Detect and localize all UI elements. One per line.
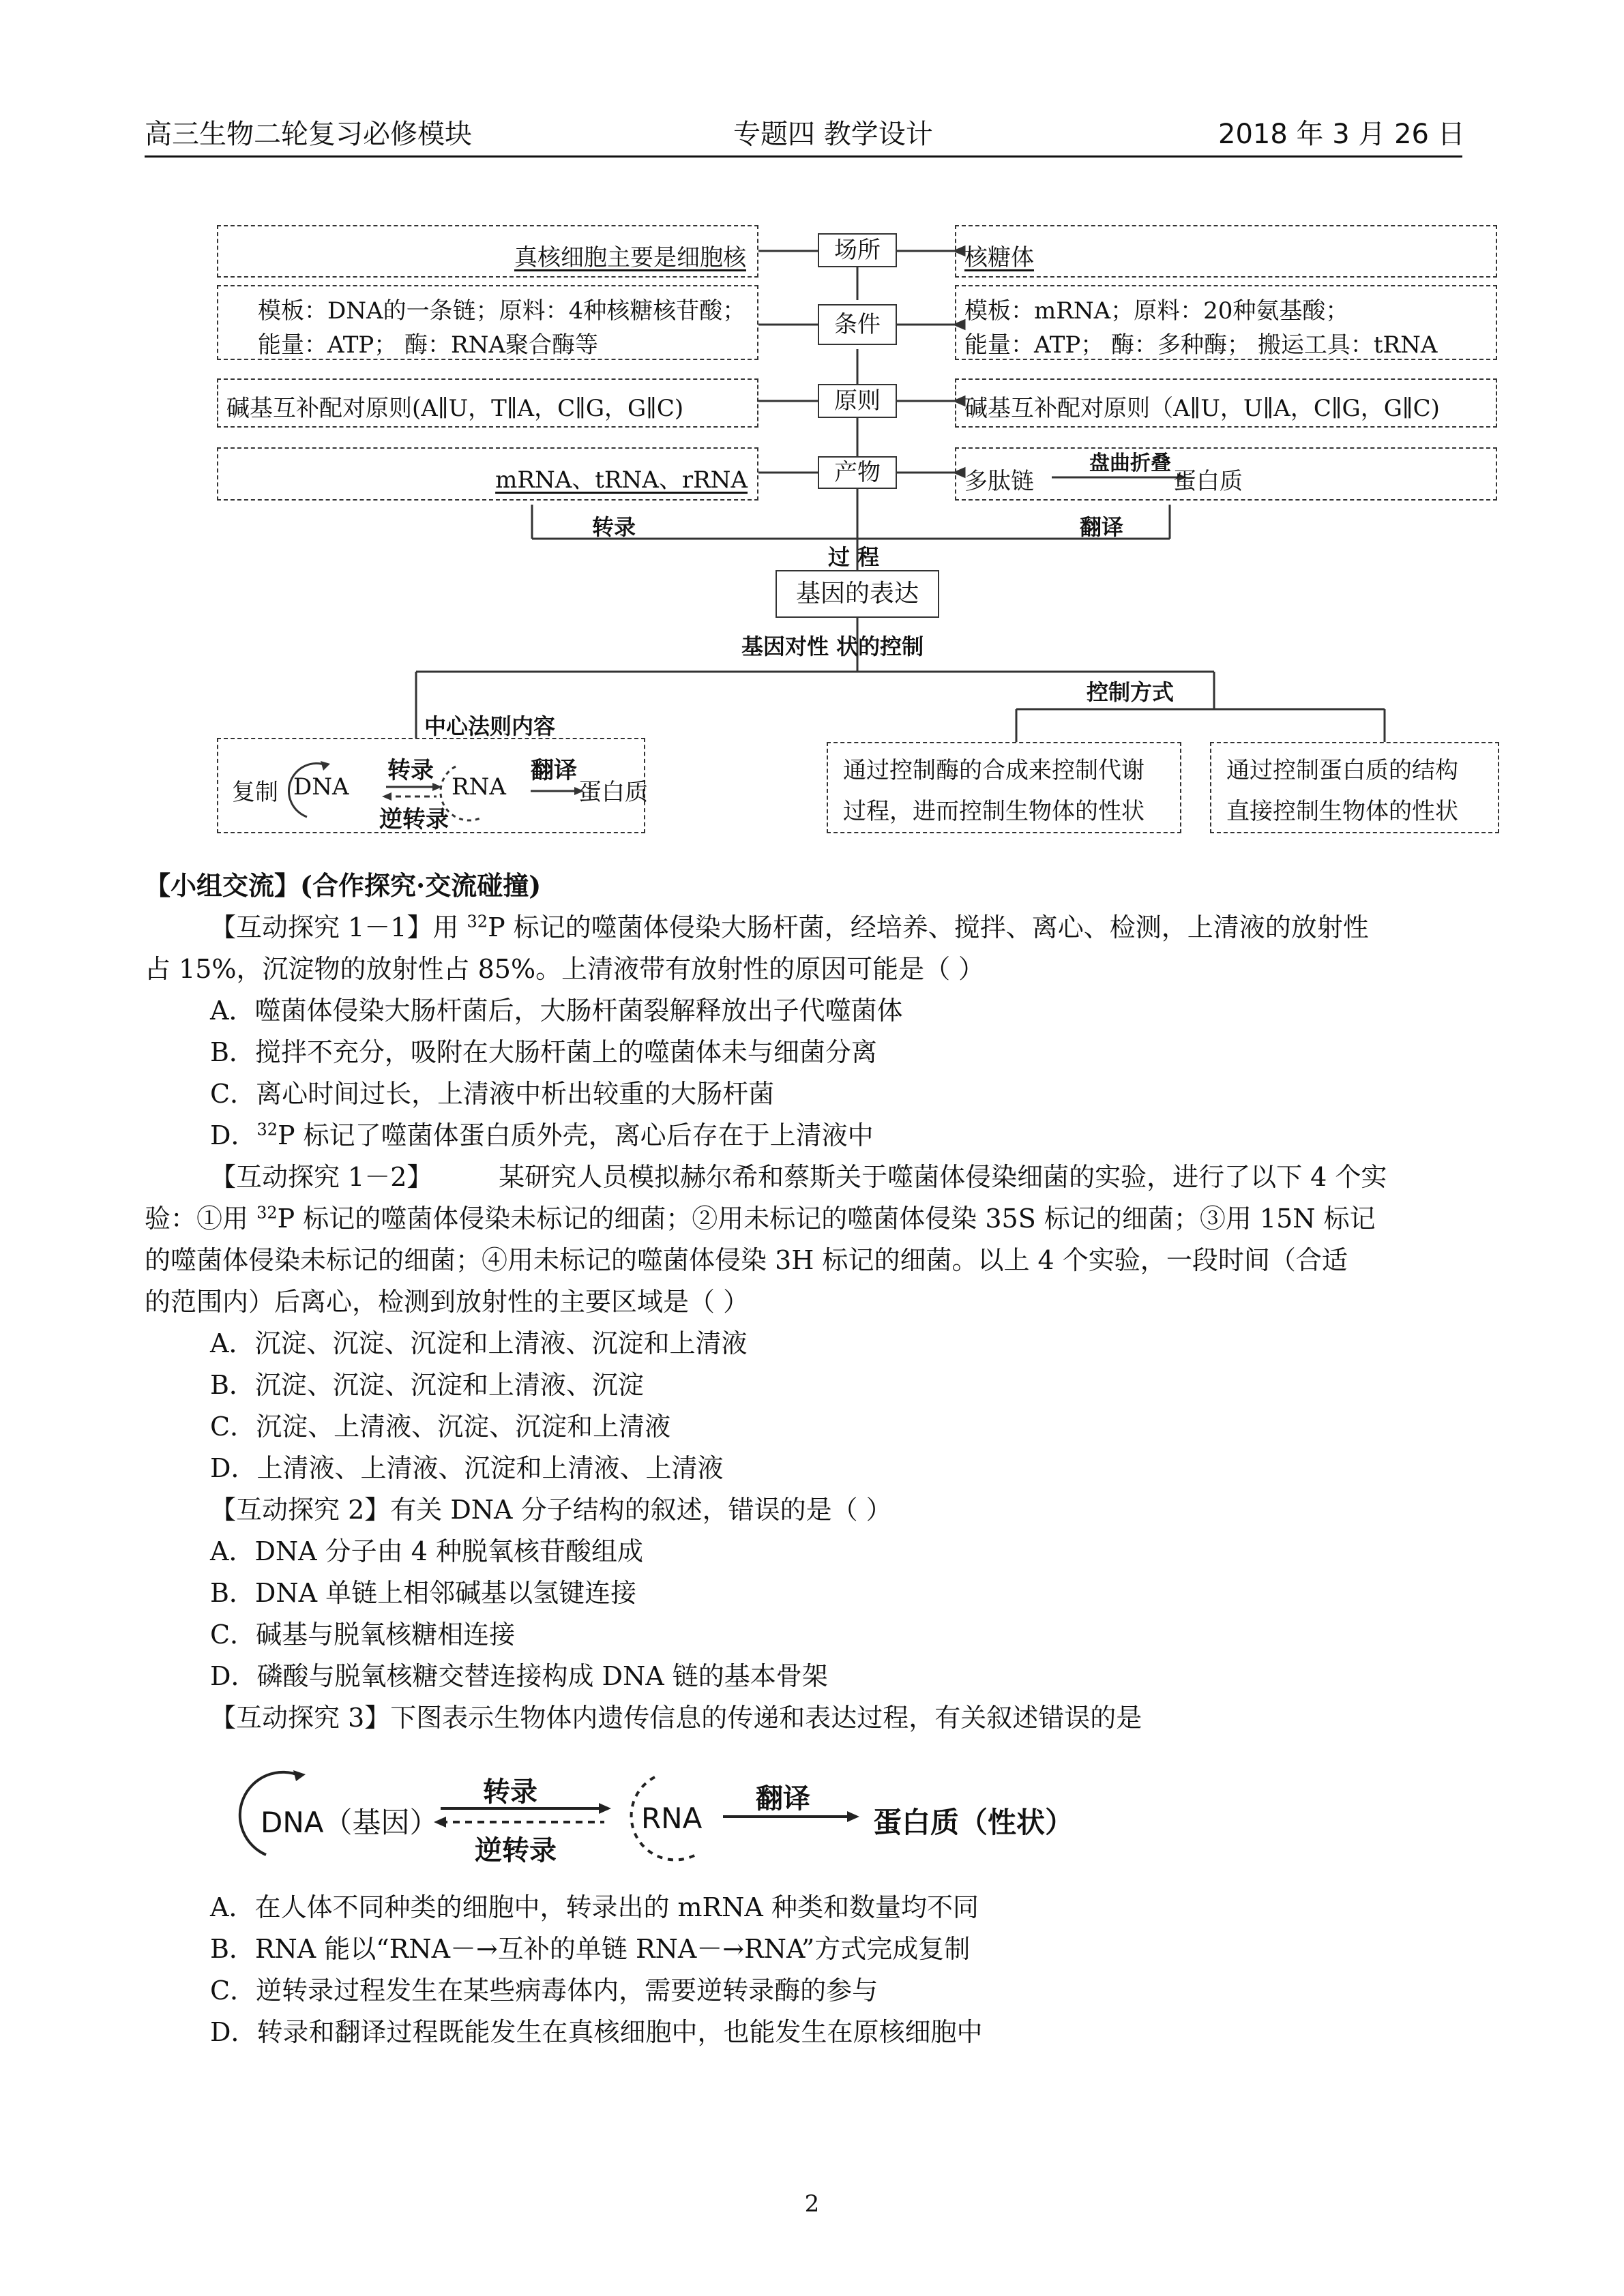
condition-left-line2: 能量：ATP； 酶：RNA聚合酶等 [258,331,598,359]
concept-map-lines [0,0,1624,859]
q11-sup: 32 [467,912,488,931]
question-1-2 [145,1157,1481,1489]
dogma-replication: 复制 [232,779,278,806]
q12-stem-a: 某研究人员模拟赫尔希和蔡斯关于噬菌体侵染细菌的实验，进行了以下 4 个实 [432,1162,1387,1192]
question-2-stem [145,1489,1481,1531]
question-1-2-option-d: D．上清液、上清液、沉淀和上清液、上清液 [210,1453,724,1483]
gene-expression-node: 基因的表达 [776,570,939,618]
fig-dna-gene: DNA（基因） [261,1806,439,1839]
question-3-option-a: A．在人体不同种类的细胞中，转录出的 mRNA 种类和数量均不同 [210,1892,979,1922]
gene-expression-concept-map [0,0,1624,859]
q11-d-b: P 标记了噬菌体蛋白质外壳，离心后存在于上清液中 [278,1120,874,1150]
product-right-polypeptide: 多肽链 [964,468,1034,495]
control-mode-enzyme-box [827,742,1181,833]
dogma-reverse-transcription: 逆转录 [379,806,449,833]
question-3-option-b: B．RNA 能以“RNA－→互补的单链 RNA－→RNA”方式完成复制 [210,1934,971,1964]
question-2-option-b: B．DNA 单链上相邻碱基以氢键连接 [210,1578,637,1608]
principle-left-text: 碱基互补配对原则(A∥U，T∥A，C∥G，G∥C) [226,395,684,422]
question-1-1-option-c: C．离心时间过长，上清液中析出较重的大肠杆菌 [210,1079,775,1109]
product-right-fold-label: 盘曲折叠 [1089,451,1171,475]
principle-right-text: 碱基互补配对原则（A∥U，U∥A，C∥G，G∥C) [964,395,1440,422]
condition-right-box [955,285,1497,360]
q11-stem-a: 用 [432,912,467,942]
central-dogma-label: 中心法则内容 [424,713,556,739]
q11-d-a: D． [210,1120,257,1150]
process-label: 过 程 [828,544,880,570]
site-left-box [217,225,758,278]
principle-left-box [217,378,758,428]
question-1-1-stem-cont: 占 15%，沉淀物的放射性占 85%。上清液带有放射性的原因可能是（ ） [145,954,985,984]
question-1-2-label: 【互动探究 1－2】 [210,1162,433,1192]
question-2-option-d: D．磷酸与脱氧核糖交替连接构成 DNA 链的基本骨架 [210,1661,828,1691]
header-left: 高三生物二轮复习必修模块 [145,119,472,150]
q11-stem-b: P 标记的噬菌体侵染大肠杆菌，经培养、搅拌、离心、检测，上清液的放射性 [488,912,1369,942]
group-exchange-section [145,865,1481,906]
site-node: 场所 [818,233,897,267]
fig-transcription: 转录 [483,1776,537,1808]
q3-stem: 下图表示生物体内遗传信息的传递和表达过程，有关叙述错误的是 [390,1703,1142,1733]
q11-d-sup: 32 [256,1120,278,1139]
control-mode-protein-line1: 通过控制蛋白质的结构 [1226,757,1458,784]
product-node: 产物 [818,456,897,489]
page-number: 2 [804,2190,820,2218]
control-mode-protein-box [1210,742,1499,833]
group-exchange-title: 【小组交流】(合作探究·交流碰撞) [145,870,542,901]
question-2-option-a: A．DNA 分子由 4 种脱氧核苷酸组成 [210,1536,644,1566]
principle-right-box [955,378,1497,428]
header-right: 2018 年 3 月 26 日 [1218,119,1465,150]
fig-rna: RNA [641,1802,703,1835]
control-mode-enzyme-line2: 过程，进而控制生物体的性状 [843,798,1145,825]
question-1-1-option-a: A．噬菌体侵染大肠杆菌后，大肠杆菌裂解释放出子代噬菌体 [210,996,903,1026]
transcription-label: 转录 [592,514,636,540]
q12-stem-b: 验：①用 [145,1204,257,1234]
control-mode-protein-line2: 直接控制生物体的性状 [1226,798,1458,825]
site-right-box [955,225,1497,278]
translation-label: 翻译 [1080,514,1124,540]
condition-right-line1: 模板：mRNA；原料：20种氨基酸； [964,297,1349,325]
dogma-dna: DNA [293,773,349,801]
dogma-protein: 蛋白质 [578,779,648,806]
fig-protein-trait: 蛋白质（性状） [873,1806,1074,1839]
dogma-rna: RNA [452,773,506,801]
product-right-box [955,447,1497,501]
principle-node: 原则 [818,384,897,418]
header-center: 专题四 教学设计 [733,119,933,150]
question-1-2-stem-line3: 的噬菌体侵染未标记的细菌；④用未标记的噬菌体侵染 3H 标记的细菌。以上 4 个实验，一段时间（合适 [145,1245,1348,1275]
dogma-translation: 翻译 [531,757,577,784]
question-3-label: 【互动探究 3】 [210,1703,391,1733]
q12-sup: 32 [256,1203,278,1223]
fig-reverse-transcription: 逆转录 [475,1834,557,1866]
site-right-text: 核糖体 [964,244,1034,271]
condition-right-line2: 能量：ATP； 酶：多种酶； 搬运工具：tRNA [964,331,1438,359]
control-mode-enzyme-line1: 通过控制酶的合成来控制代谢 [843,757,1145,784]
central-dogma-box [217,738,648,833]
condition-left-line1: 模板：DNA的一条链；原料：4种核糖核苷酸； [258,297,746,325]
question-3 [145,1697,1481,1739]
q2-stem: 有关 DNA 分子结构的叙述，错误的是（ ） [390,1495,892,1525]
question-1-2-option-b: B．沉淀、沉淀、沉淀和上清液、沉淀 [210,1370,644,1400]
question-1-1 [145,907,1481,1157]
question-1-1-option-b: B．搅拌不充分，吸附在大肠杆菌上的噬菌体未与细菌分离 [210,1037,877,1067]
question-1-1-label: 【互动探究 1－1】 [210,912,433,942]
dogma-transcription: 转录 [387,757,434,784]
product-left-box [217,447,758,501]
fold-arrow [1052,472,1188,483]
question-3-option-d: D．转录和翻译过程既能发生在真核细胞中，也能发生在原核细胞中 [210,2017,983,2047]
control-mode-label: 控制方式 [1087,679,1175,705]
question-2-option-c: C．碱基与脱氧核糖相连接 [210,1620,516,1650]
fig-translation: 翻译 [756,1783,810,1815]
question-1-2-option-a: A．沉淀、沉淀、沉淀和上清液、沉淀和上清液 [210,1328,748,1358]
question-3-stem [145,1697,1481,1739]
trait-control-label: 基因对性 状的控制 [741,633,924,659]
question-1-1-stem [145,907,1481,949]
question-2-label: 【互动探究 2】 [210,1495,391,1525]
question-1-2-stem-line2 [145,1198,1481,1240]
question-1-2-stem [145,1157,1481,1198]
site-left-text: 真核细胞主要是细胞核 [514,244,746,271]
condition-left-box [217,285,758,360]
question-3-options [145,1887,1481,2053]
question-1-1-option-d [145,1115,1481,1157]
question-1-2-stem-line4: 的范围内）后离心，检测到放射性的主要区域是（ ） [145,1287,750,1317]
q12-stem-c: P 标记的噬菌体侵染未标记的细菌；②用未标记的噬菌体侵染 35S 标记的细菌；③用 15N 标记 [277,1204,1376,1234]
question-3-option-c: C．逆转录过程发生在某些病毒体内，需要逆转录酶的参与 [210,1976,879,2006]
product-left-text: mRNA、tRNA、rRNA [495,466,748,494]
information-flow-figure [225,1753,1180,1875]
product-right-protein: 蛋白质 [1173,468,1243,495]
question-2 [145,1489,1481,1697]
condition-node: 条件 [818,304,897,345]
question-1-2-option-c: C．沉淀、上清液、沉淀、沉淀和上清液 [210,1412,671,1442]
